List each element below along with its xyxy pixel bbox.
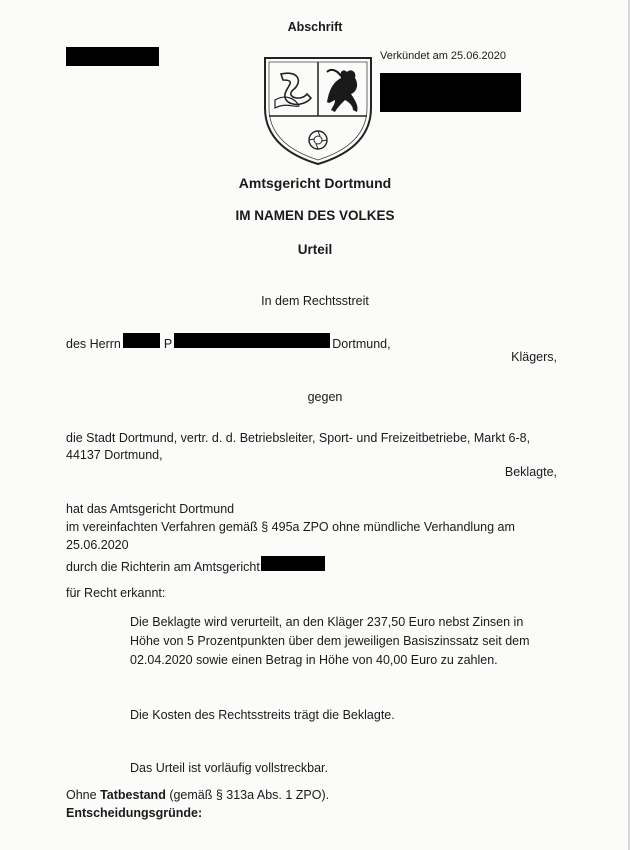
court-name: Amtsgericht Dortmund	[238, 175, 392, 191]
tatbestand-line	[66, 788, 329, 802]
judge-label: durch die Richterin am Amtsgericht	[66, 560, 260, 574]
copy-label: Abschrift	[287, 20, 343, 34]
ruling-p1-line-1: Die Beklagte wird verurteilt, an den Kläger 237,50 Euro nebst Zinsen in	[130, 615, 524, 629]
judge-line	[66, 556, 325, 574]
ruling-enforceable: Das Urteil ist vorläufig vollstreckbar.	[130, 761, 328, 775]
redaction-plaintiff-first	[123, 333, 160, 348]
defendant-line-2: 44137 Dortmund,	[66, 448, 163, 462]
coat-of-arms-emblem	[259, 50, 377, 166]
procedure-line-2: im vereinfachten Verfahren gemäß § 495a ZPO ohne mündliche Verhandlung am	[66, 520, 515, 534]
reasons-heading: Entscheidungsgründe:	[66, 806, 203, 820]
ohne-prefix: Ohne	[66, 788, 97, 802]
redaction-plaintiff-address	[174, 333, 330, 348]
in-name-heading: IM NAMEN DES VOLKES	[235, 208, 395, 223]
announced-date: Verkündet am 25.06.2020	[380, 50, 506, 62]
verdict-intro: für Recht erkannt:	[66, 586, 166, 600]
plaintiff-city: Dortmund,	[332, 337, 391, 351]
ruling-p1-line-2: Höhe von 5 Prozentpunkten über dem jeweiligen Basiszinssatz seit dem	[130, 634, 530, 648]
redaction-top-left	[66, 47, 159, 66]
redaction-judge-name	[261, 556, 325, 571]
versus-label: gegen	[307, 390, 343, 404]
redaction-top-right	[380, 73, 521, 112]
procedure-line-1: hat das Amtsgericht Dortmund	[66, 502, 235, 516]
dispute-intro: In dem Rechtsstreit	[261, 294, 369, 308]
plaintiff-initial: P	[163, 337, 173, 351]
procedure-date: 25.06.2020	[66, 538, 129, 552]
defendant-role: Beklagte,	[504, 465, 557, 479]
plaintiff-role: Klägers,	[511, 350, 557, 364]
plaintiff-prefix: des Herrn	[66, 337, 121, 351]
ruling-costs: Die Kosten des Rechtsstreits trägt die Beklagte.	[130, 708, 395, 722]
plaintiff-line	[66, 333, 391, 351]
tatbestand-label: Tatbestand	[100, 788, 166, 802]
ruling-p1-line-3: 02.04.2020 sowie einen Betrag in Höhe von 40,00 Euro zu zahlen.	[130, 653, 498, 667]
judgment-title: Urteil	[297, 242, 333, 257]
defendant-line-1: die Stadt Dortmund, vertr. d. d. Betriebsleiter, Sport- und Freizeitbetriebe, Markt 6-8,	[66, 431, 531, 445]
tatbestand-suffix: (gemäß § 313a Abs. 1 ZPO).	[169, 788, 330, 802]
